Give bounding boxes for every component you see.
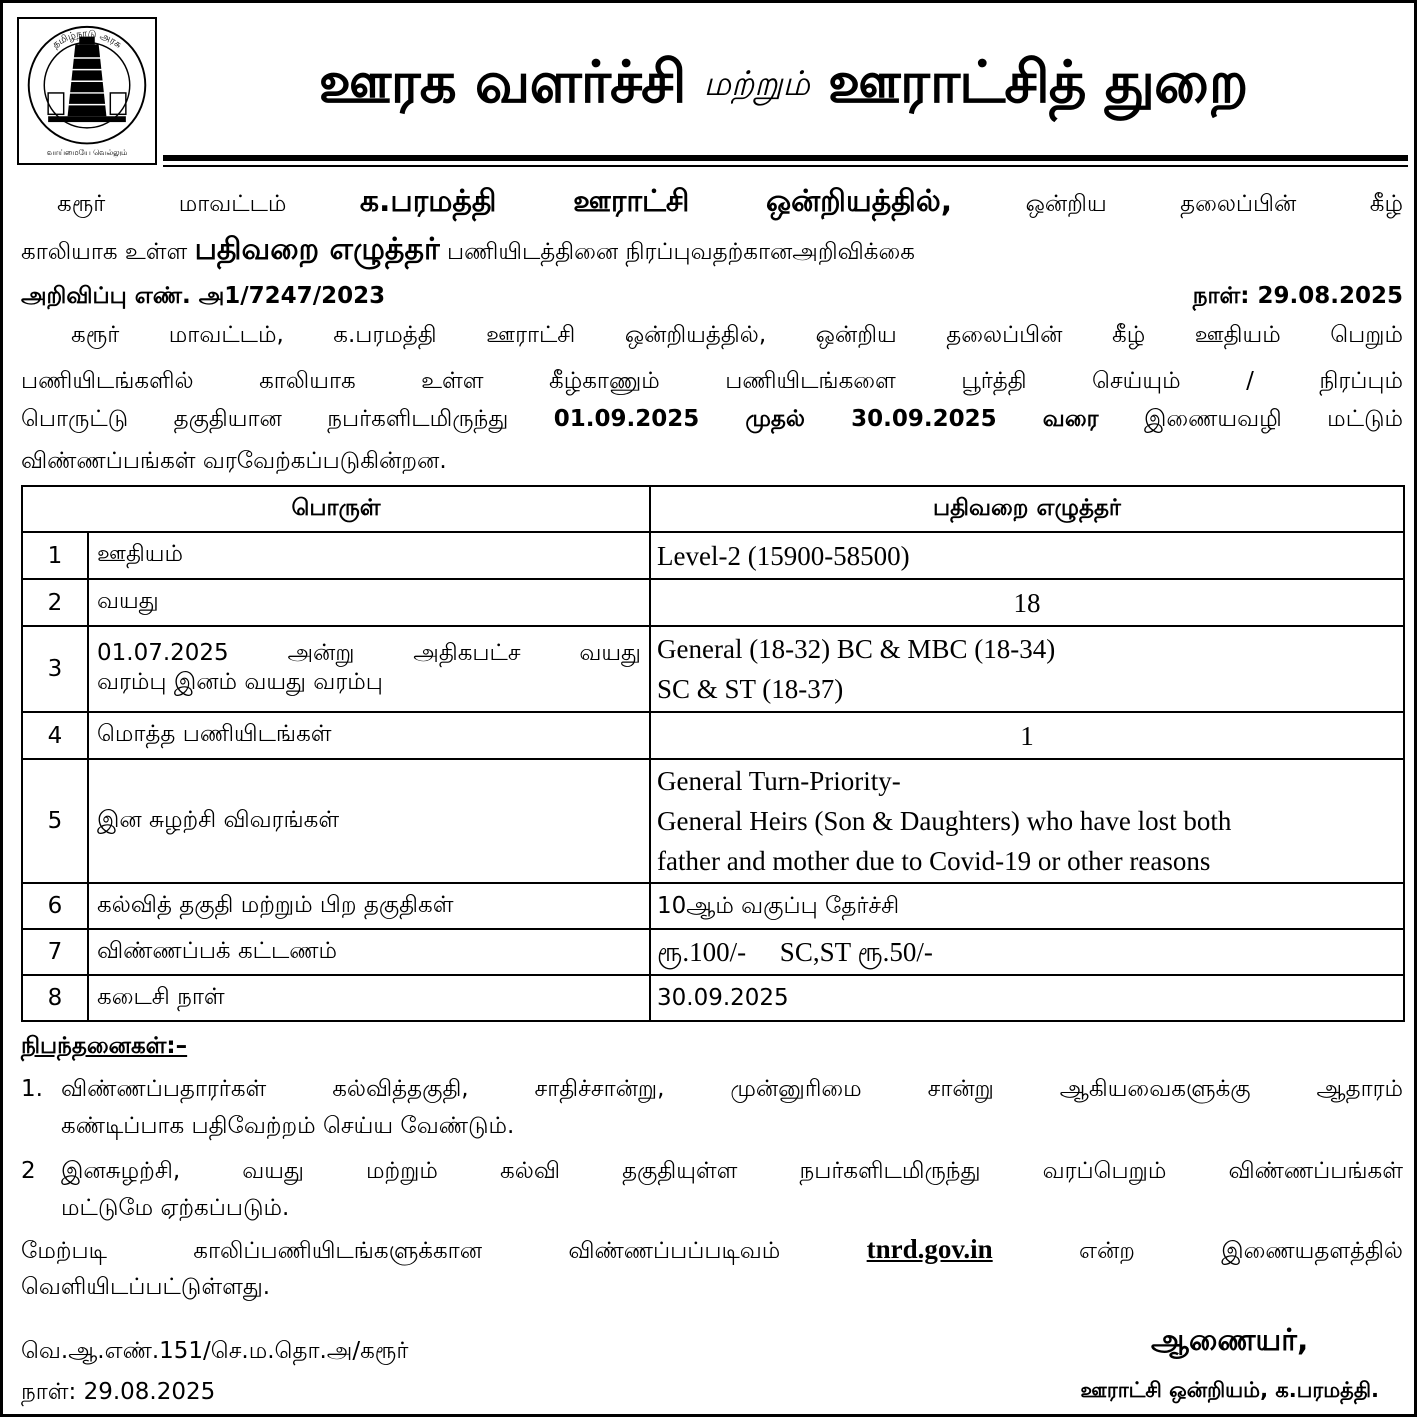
condition-item: 2 இனசுழற்சி, வயது மற்றும் கல்வி தகுதியுள்ள நபர்களிடமிருந்து வரப்பெறும் விண்ணப்பங்கள் மட்டுமே ஏற்கப்படும். <box>21 1158 1403 1221</box>
table-row: 3 01.07.2025 அன்று அதிகபட்ச வயது வரம்பு இனம் வயது வரம்பு General (18-32) BC & MBC (18-34) SC & ST (18-37) <box>22 626 1404 712</box>
table-row: 2 வயது 18 <box>22 579 1404 626</box>
details-table <box>21 485 1405 1022</box>
table-row: 7 விண்ணப்பக் கட்டணம் ரூ.100/- SC,ST ரூ.50/- <box>22 929 1404 975</box>
body-line3: பொருட்டு தகுதியான நபர்களிடமிருந்து 01.09.2025 முதல் 30.09.2025 வரை இணையவழி மட்டும் <box>21 406 1404 432</box>
table-row: 1 ஊதியம் Level-2 (15900-58500) <box>22 532 1404 579</box>
intro-line2: காலியாக உள்ள பதிவறை எழுத்தர் பணியிடத்தினை நிரப்புவதற்கானஅறிவிக்கை <box>21 232 916 267</box>
title-part1: ஊரக வளர்ச்சி <box>318 48 686 116</box>
header-rule-thick <box>163 155 1408 161</box>
tamilnadu-emblem-icon <box>17 17 157 165</box>
intro-union-name: க.பரமத்தி ஊராட்சி ஒன்றியத்தில், <box>359 184 953 219</box>
intro-post-name: பதிவறை எழுத்தர் <box>194 232 440 267</box>
website-link[interactable]: tnrd.gov.in <box>866 1234 993 1264</box>
website-line: மேற்படி காலிப்பணியிடங்களுக்கான விண்ணப்பப்படிவம் tnrd.gov.in என்ற இணையதளத்தில் <box>21 1234 1404 1264</box>
table-row: 4 மொத்த பணியிடங்கள் 1 <box>22 712 1404 759</box>
body-line1: கரூர் மாவட்டம், க.பரமத்தி ஊராட்சி ஒன்றியத்தில், ஒன்றிய தலைப்பின் கீழ் ஊதியம் பெறும் <box>71 322 1403 348</box>
header <box>13 13 1405 163</box>
emblem-top-text: தமிழ்நாடு அரசு <box>50 28 124 51</box>
title-part2: ஊராட்சித் துறை <box>827 48 1248 116</box>
signature-block <box>1080 1323 1379 1405</box>
title-connector: மற்றும் <box>703 64 810 104</box>
application-period: 01.09.2025 முதல் 30.09.2025 வரை <box>553 406 1099 432</box>
emblem-motto: வாய்மையே வெல்லும் <box>46 148 128 158</box>
table-row: 5 இன சுழற்சி விவரங்கள் General Turn-Priority- General Heirs (Son & Daughters) who have lost both father and mother due to Covid-19 or other reasons <box>22 759 1404 883</box>
body-line4: விண்ணப்பங்கள் வரவேற்கப்படுகின்றன. <box>21 448 447 474</box>
notice-number: அறிவிப்பு எண். அ1/7247/2023 <box>21 283 386 309</box>
emblem-graphic <box>19 19 155 163</box>
header-subject: பொருள் <box>22 486 650 532</box>
notice-date: நாள்: 29.08.2025 <box>1192 283 1403 309</box>
release-reference: வெ.ஆ.எண்.151/செ.ம.தொ.அ/கரூர் <box>21 1338 409 1364</box>
intro-line1: கரூர் மாவட்டம் க.பரமத்தி ஊராட்சி ஒன்றியத்தில், ஒன்றிய தலைப்பின் கீழ் <box>57 184 1403 219</box>
footer-left <box>21 1331 408 1413</box>
signatory-office: ஊராட்சி ஒன்றியம், க.பரமத்தி. <box>1080 1378 1379 1402</box>
table-header-row <box>22 486 1404 532</box>
signatory-title: ஆணையர், <box>1151 1323 1309 1358</box>
website-line2: வெளியிடப்பட்டுள்ளது. <box>21 1274 271 1300</box>
notice-meta <box>21 283 1403 312</box>
header-post: பதிவறை எழுத்தர் <box>650 486 1404 532</box>
department-title <box>163 31 1403 141</box>
table-row: 8 கடைசி நாள் 30.09.2025 <box>22 975 1404 1021</box>
condition-item: 1. விண்ணப்பதாரர்கள் கல்வித்தகுதி, சாதிச்சான்று, முன்னுரிமை சான்று ஆகியவைகளுக்கு ஆதாரம் கண்டிப்பாக பதிவேற்றம் செய்ய வேண்டும். <box>21 1076 1403 1139</box>
header-rule-thin <box>163 165 1408 167</box>
conditions-title: நிபந்தனைகள்:– <box>21 1033 188 1059</box>
table-row: 6 கல்வித் தகுதி மற்றும் பிற தகுதிகள் 10ஆம் வகுப்பு தேர்ச்சி <box>22 883 1404 929</box>
footer-date: நாள்: 29.08.2025 <box>21 1379 216 1405</box>
body-line2: பணியிடங்களில் காலியாக உள்ள கீழ்காணும் பணியிடங்களை பூர்த்தி செய்யும் / நிரப்பும் <box>21 368 1403 394</box>
